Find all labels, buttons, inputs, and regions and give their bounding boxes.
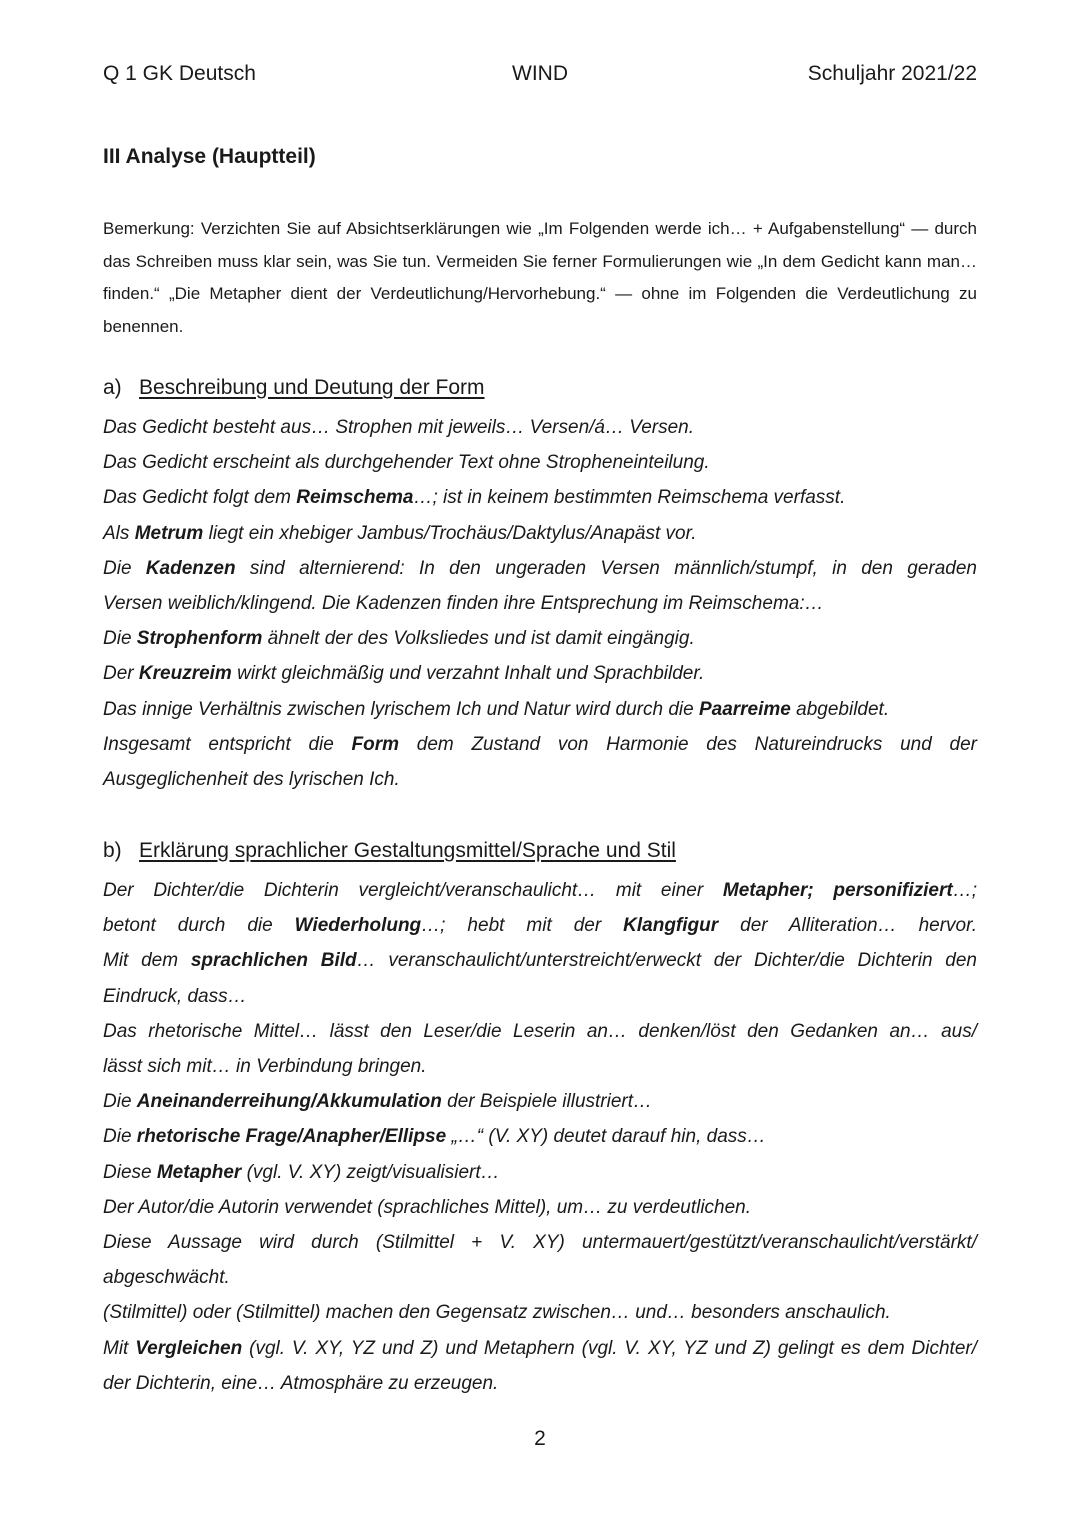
line-text: Mit [103, 1337, 136, 1359]
line-text: Das Gedicht erscheint als durchgehender Text ohne Stropheneinteilung. [103, 452, 710, 474]
section-b-line [103, 1225, 977, 1260]
line-text: Der Autor/die Autorin verwendet (sprachliches Mittel), um… zu verdeutlichen. [103, 1196, 752, 1218]
line-text: liegt ein xhebiger Jambus/Trochäus/Daktylus/Anapäst vor. [203, 522, 697, 544]
line-text: (vgl. V. XY) zeigt/visualisiert… [241, 1161, 500, 1183]
line-text: der Alliteration… hervor. [718, 915, 978, 937]
line-text: Die [103, 1126, 137, 1148]
line-text: sind alternierend: In den ungeraden Versen männlich/stumpf, in den geraden [235, 557, 977, 579]
section-a-line [103, 551, 977, 586]
subsection-b-heading [103, 839, 676, 863]
line-text: Der [103, 663, 139, 685]
bold-term: Reimschema [296, 487, 414, 509]
line-text: Die [103, 557, 146, 579]
line-text: Mit dem [103, 950, 191, 972]
line-text: Ausgeglichenheit des lyrischen Ich. [103, 769, 400, 791]
bold-term: Metapher; personifiziert [722, 880, 953, 901]
section-b-line [103, 1155, 977, 1190]
subsection-a-title: Beschreibung und Deutung der Form [139, 376, 485, 399]
bold-term: Metrum [134, 522, 204, 544]
header-topic: WIND [512, 62, 568, 85]
section-a-line [103, 480, 977, 515]
subsection-a-body [103, 410, 977, 797]
line-text: Die [103, 628, 137, 650]
header-school-year: Schuljahr 2021/22 [807, 62, 977, 85]
line-text: Eindruck, dass… [103, 985, 247, 1007]
page-number: 2 [534, 1427, 546, 1450]
section-a-line [103, 692, 977, 727]
line-text: Das Gedicht folgt dem [103, 487, 297, 509]
section-a-line [103, 621, 977, 656]
line-text: ähnelt der des Volksliedes und ist damit eingängig. [262, 628, 695, 650]
line-text: Der Dichter/die Dichterin vergleicht/veranschaulicht… mit einer [103, 880, 723, 901]
subsection-b-title: Erklärung sprachlicher Gestaltungsmittel/Sprache und Stil [139, 839, 676, 862]
line-text: (vgl. V. XY, YZ und Z) und Metaphern (vgl. V. XY, YZ und Z) gelingt es dem Dichter/ [242, 1337, 977, 1359]
line-text: Diese Aussage wird durch (Stilmittel + V. XY) untermauert/gestützt/veranschaulicht/verstärkt/ [103, 1232, 977, 1254]
bold-term: Paarreime [698, 698, 791, 720]
section-b-line [103, 1331, 977, 1366]
line-text: dem Zustand von Harmonie des Natureindrucks und der [399, 733, 977, 755]
bold-term: Strophenform [136, 628, 263, 650]
line-text: (Stilmittel) oder (Stilmittel) machen den Gegensatz zwischen… und… besonders anschaulich. [103, 1302, 891, 1324]
line-text: der Beispiele illustriert… [441, 1091, 653, 1113]
section-a-line [103, 656, 977, 691]
section-b-line [103, 1119, 977, 1154]
bold-term: Wiederholung [294, 915, 422, 937]
header-course: Q 1 GK Deutsch [103, 62, 256, 85]
section-a-line [103, 762, 977, 797]
line-text: Als [103, 522, 135, 544]
bold-term: Klangfigur [623, 915, 719, 937]
section-b-line [103, 1295, 977, 1330]
subsection-b-marker: b) [103, 839, 122, 862]
bold-term: Vergleichen [135, 1337, 243, 1359]
subsection-a-marker: a) [103, 376, 122, 399]
remark-paragraph: Bemerkung: Verzichten Sie auf Absichtserklärungen wie „Im Folgenden werde ich… + Aufgabenstellung“ — durch das Schreiben muss klar sein, was Sie tun. Vermeiden Sie ferner Formulierungen wie „In dem Gedicht kann man… finden.“ „Die Metapher dient der Verdeutlichung/Hervorhebung.“ — ohne im Folgenden die Verdeutlichung zu benennen. [103, 219, 977, 336]
section-a-line [103, 586, 977, 621]
line-text: Insgesamt entspricht die [103, 733, 352, 755]
line-text: abgebildet. [790, 698, 890, 720]
section-b-line [103, 1049, 977, 1084]
bold-term: sprachlichen Bild [190, 950, 357, 972]
line-text: Diese [103, 1161, 157, 1183]
page-header [103, 62, 977, 92]
line-text: Versen weiblich/klingend. Die Kadenzen finden ihre Entsprechung im Reimschema:… [103, 593, 824, 615]
line-text: …; [952, 880, 977, 901]
line-text: abgeschwächt. [103, 1267, 230, 1289]
bold-term: rhetorische Frage/Anapher/Ellipse [136, 1126, 447, 1148]
line-text: Das rhetorische Mittel… lässt den Leser/die Leserin an… denken/löst den Gedanken an… aus/ [103, 1020, 977, 1042]
section-title: III Analyse (Hauptteil) [103, 145, 316, 168]
section-b-line [103, 1260, 977, 1295]
bold-term: Metapher [156, 1161, 242, 1183]
bold-term: Aneinanderreihung/Akkumulation [136, 1091, 442, 1113]
line-text: Das innige Verhältnis zwischen lyrischem Ich und Natur wird durch die [103, 698, 699, 720]
line-text: …; ist in keinem bestimmten Reimschema verfasst. [413, 487, 846, 509]
section-b-line [103, 1014, 977, 1049]
section-b-line [103, 1190, 977, 1225]
section-b-line [103, 908, 977, 943]
line-text: wirkt gleichmäßig und verzahnt Inhalt und Sprachbilder. [231, 663, 705, 685]
section-b-line [103, 979, 977, 1014]
subsection-a-heading [103, 376, 485, 400]
section-a-line [103, 410, 977, 445]
line-text: Die [103, 1091, 137, 1113]
section-b-line [103, 1366, 977, 1401]
section-b-line [103, 943, 977, 978]
line-text: Das Gedicht besteht aus… Strophen mit jeweils… Versen/á… Versen. [103, 417, 695, 438]
line-text: …; hebt mit der [421, 915, 624, 937]
section-a-line [103, 727, 977, 762]
line-text: „…“ (V. XY) deutet darauf hin, dass… [446, 1126, 766, 1148]
line-text: der Dichterin, eine… Atmosphäre zu erzeugen. [103, 1372, 499, 1394]
line-text: betont durch die [103, 915, 295, 937]
bold-term: Kadenzen [145, 557, 236, 579]
section-a-line [103, 516, 977, 551]
section-b-line [103, 873, 977, 908]
line-text: lässt sich mit… in Verbindung bringen. [103, 1056, 427, 1078]
section-b-line [103, 1084, 977, 1119]
line-text: … veranschaulicht/unterstreicht/erweckt der Dichter/die Dichterin den [356, 950, 977, 972]
bold-term: Kreuzreim [138, 663, 232, 685]
bold-term: Form [351, 733, 400, 755]
subsection-b-body [103, 873, 977, 1401]
section-a-line [103, 445, 977, 480]
